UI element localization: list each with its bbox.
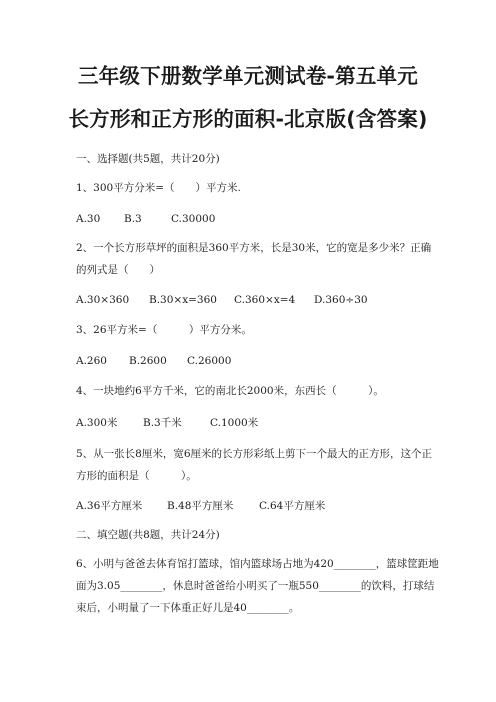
question-3-option-b: B.2600 <box>129 355 167 367</box>
question-5-stem-line-2: 方形的面积是（ ）。 <box>76 470 197 482</box>
question-3-stem: 3、26平方米=（ ）平方分米。 <box>76 324 252 336</box>
question-1-stem: 1、300平方分米=（ ）平方米. <box>76 182 241 194</box>
question-5-option-a: A.36平方厘米 <box>76 500 143 512</box>
question-4-option-b: B.3千米 <box>143 417 182 429</box>
question-5-option-b: B.48平方厘米 <box>167 500 234 512</box>
fill-section-header: 二、填空题(共8题，共计24分) <box>76 529 220 541</box>
question-1-option-c: C.30000 <box>171 213 216 225</box>
question-4-option-c: C.1000米 <box>210 417 259 429</box>
question-5-option-c: C.64平方厘米 <box>259 500 326 512</box>
question-6-line-2: 面为3.05________，休息时爸爸给小明买了一瓶550________的饮料，打球结 <box>76 580 435 592</box>
question-2-option-a: A.30×360 <box>76 294 130 306</box>
question-5-stem-line-1: 5、从一张长8厘米，宽6厘米的长方形彩纸上剪下一个最大的正方形，这个正 <box>76 448 433 460</box>
choice-section-header: 一、选择题(共5题，共计20分) <box>76 153 220 165</box>
question-4-stem: 4、一块地约6平方千米，它的南北长2000米，东西长（ ）。 <box>76 385 384 397</box>
question-1-option-b: B.3 <box>124 213 142 225</box>
question-4-option-a: A.300米 <box>76 417 118 429</box>
question-6-line-1: 6、小明与爸爸去体育馆打篮球，馆内篮球场占地为420________，篮球筐距地 <box>76 558 439 570</box>
question-2-option-b: B.30×x=360 <box>149 294 217 306</box>
question-2-option-c: C.360×x=4 <box>234 294 296 306</box>
question-2-stem-line-2: 的列式是（ ） <box>76 264 160 276</box>
question-1-option-a: A.30 <box>76 213 101 225</box>
question-6-line-3: 束后，小明量了一下体重正好儿是40________。 <box>76 602 300 614</box>
page-title-line-2: 长方形和正方形的面积-北京版(含答案) <box>68 107 428 131</box>
question-2-stem-line-1: 2、一个长方形草坪的面积是360平方米，长是30米，它的宽是多少米？正确 <box>76 242 432 254</box>
page-title-line-1: 三年级下册数学单元测试卷-第五单元 <box>78 64 418 88</box>
question-2-option-d: D.360÷30 <box>314 294 368 306</box>
question-3-option-a: A.260 <box>76 355 107 367</box>
question-3-option-c: C.26000 <box>187 355 232 367</box>
